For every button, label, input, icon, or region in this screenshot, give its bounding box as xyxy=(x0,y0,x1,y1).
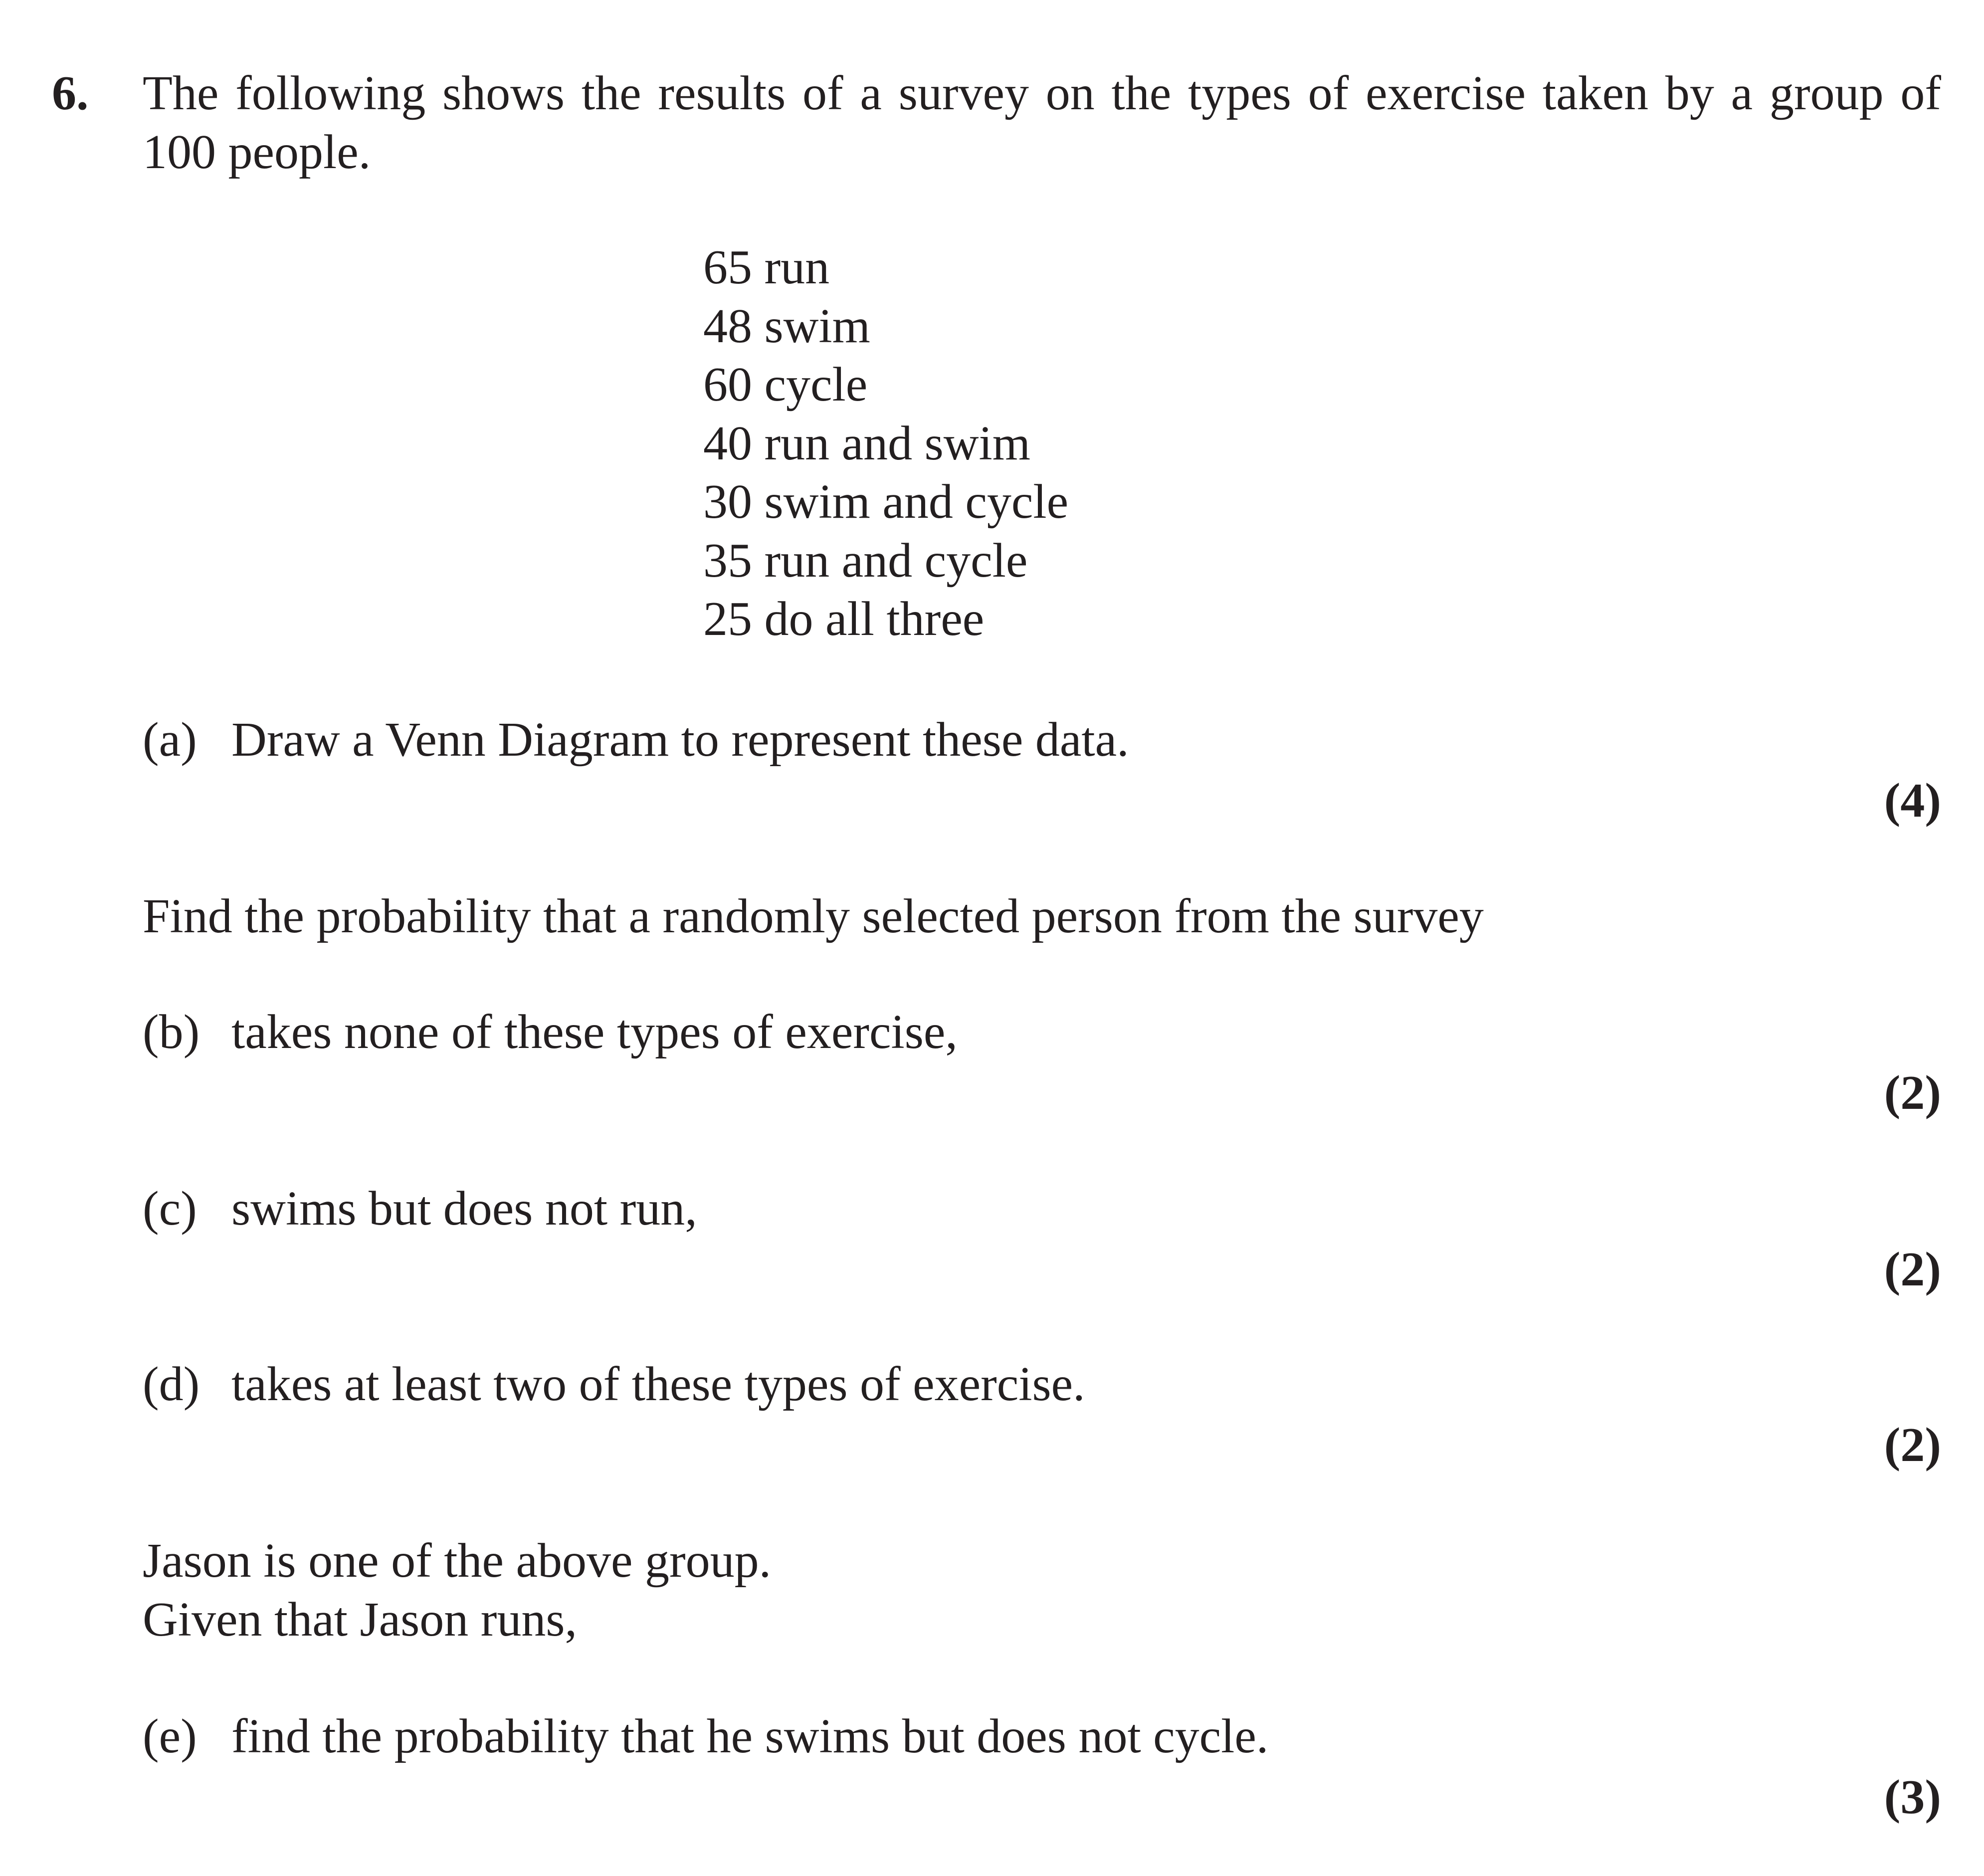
survey-results-list xyxy=(703,238,1068,649)
part-b-text: takes none of these types of exercise, xyxy=(231,1005,958,1059)
part-c-marks: (2) xyxy=(1884,1243,1941,1296)
find-probability-text: Find the probability that a randomly selected person from the survey xyxy=(143,889,1484,943)
survey-item: 35 run and cycle xyxy=(703,533,1028,588)
question-number: 6. xyxy=(52,66,89,120)
part-d-label: (d) xyxy=(143,1357,200,1411)
part-e-marks: (3) xyxy=(1884,1770,1941,1824)
survey-item: 25 do all three xyxy=(703,592,985,646)
survey-item: 30 swim and cycle xyxy=(703,475,1069,529)
part-a-marks: (4) xyxy=(1884,774,1941,828)
part-d-marks: (2) xyxy=(1884,1418,1941,1472)
part-a-label: (a) xyxy=(143,713,197,767)
survey-item: 48 swim xyxy=(703,299,870,353)
jason-line2: Given that Jason runs, xyxy=(143,1593,577,1647)
part-e-text: find the probability that he swims but does not cycle. xyxy=(231,1709,1269,1763)
survey-item: 60 cycle xyxy=(703,358,868,412)
survey-item: 40 run and swim xyxy=(703,416,1030,470)
part-d-text: takes at least two of these types of exercise. xyxy=(231,1357,1085,1411)
part-c-label: (c) xyxy=(143,1182,197,1236)
part-a-text: Draw a Venn Diagram to represent these data. xyxy=(231,713,1129,767)
part-b-label: (b) xyxy=(143,1005,200,1059)
part-e-label: (e) xyxy=(143,1709,197,1763)
question-intro-line1: The following shows the results of a survey on the types of exercise taken by a group of xyxy=(143,66,1941,120)
survey-item: 65 run xyxy=(703,240,830,294)
question-intro-line2: 100 people. xyxy=(143,125,371,179)
jason-line1: Jason is one of the above group. xyxy=(143,1534,772,1588)
part-b-marks: (2) xyxy=(1884,1066,1941,1120)
part-c-text: swims but does not run, xyxy=(231,1182,697,1236)
